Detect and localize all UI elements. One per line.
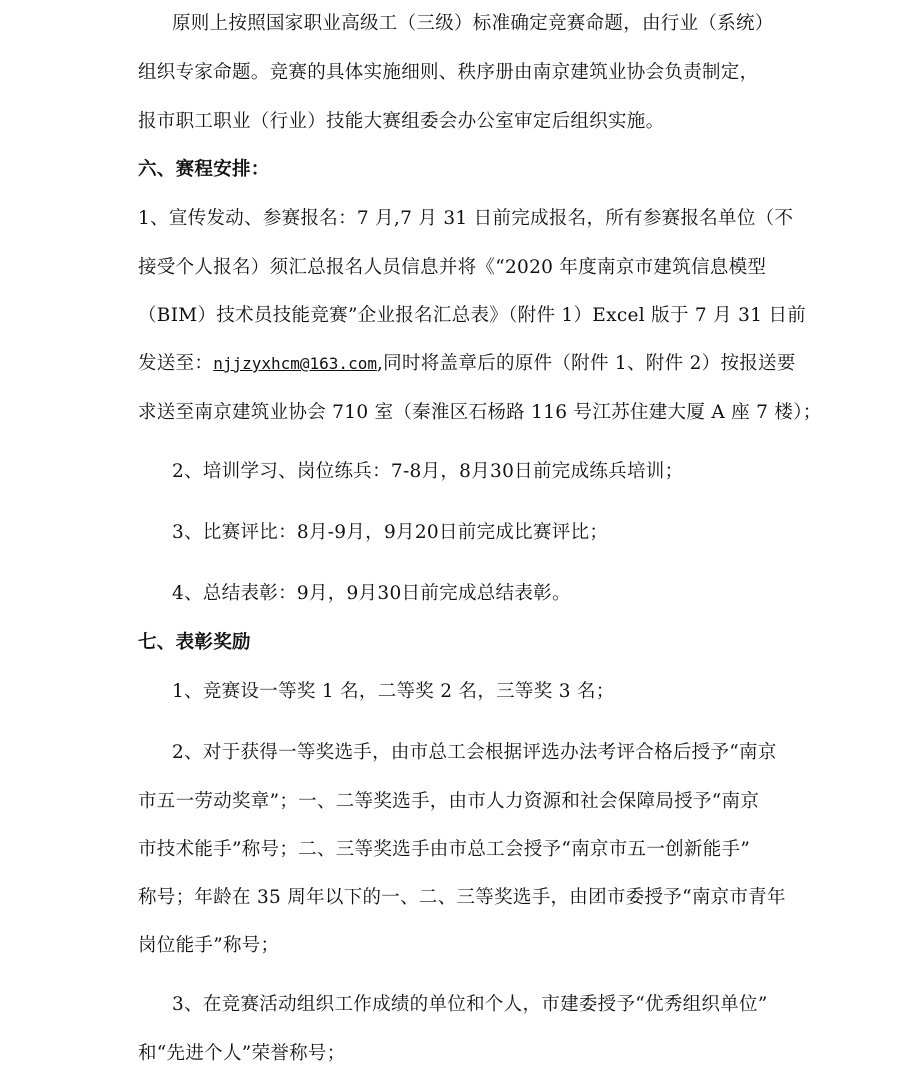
schedule-item-1-line-4: [138, 352, 796, 376]
schedule-item-2: 2、培训学习、岗位练兵：7-8月，8月30日前完成练兵培训；: [172, 461, 684, 482]
schedule-item-4: 4、总结表彰：9月，9月30日前完成总结表彰。: [172, 583, 571, 604]
award-item-1: 1、竞赛设一等奖 1 名，二等奖 2 名，三等奖 3 名；: [172, 681, 615, 702]
intro-line-3: 报市职工职业（行业）技能大赛组委会办公室审定后组织实施。: [138, 111, 665, 132]
award-item-2-line-3: 市技术能手”称号；二、三等奖选手由市总工会授予“南京市五一创新能手”: [138, 839, 751, 860]
award-item-2-line-4: 称号；年龄在 35 周年以下的一、二、三等奖选手，由团市委授予“南京市青年: [138, 887, 786, 908]
section-6-heading: 六、赛程安排：: [138, 159, 270, 180]
schedule-item-1-line-3: （BIM）技术员技能竞赛”企业报名汇总表》（附件 1）Excel 版于 7 月 31 日前: [138, 305, 807, 326]
schedule-item-1-line-1: 1、宣传发动、参赛报名：7 月,7 月 31 日前完成报名，所有参赛报名单位（不: [138, 208, 794, 229]
schedule-item-1-line-2: 接受个人报名）须汇总报名人员信息并将《“2020 年度南京市建筑信息模型: [138, 257, 767, 278]
schedule-item-3: 3、比赛评比：8月-9月，9月20日前完成比赛评比；: [172, 522, 609, 543]
award-item-3-line-2: 和“先进个人”荣誉称号；: [138, 1043, 346, 1064]
line-4-suffix: ,同时将盖章后的原件（附件 1、附件 2）按报送要: [376, 353, 796, 374]
award-item-3-line-1: 3、在竞赛活动组织工作成绩的单位和个人，市建委授予“优秀组织单位”: [172, 994, 768, 1015]
award-item-2-line-1: 2、对于获得一等奖选手，由市总工会根据评选办法考评合格后授予“南京: [172, 742, 777, 763]
line-4-prefix: 发送至：: [138, 353, 214, 374]
email-link[interactable]: njjzyxhcm@163.com: [213, 354, 377, 373]
award-item-2-line-5: 岗位能手”称号；: [138, 935, 280, 956]
schedule-item-1-line-5: 求送至南京建筑业协会 710 室（秦淮区石杨路 116 号江苏住建大厦 A 座 7 楼）；: [138, 402, 822, 423]
intro-line-1: 原则上按照国家职业高级工（三级）标准确定竞赛命题，由行业（系统）: [172, 13, 774, 34]
intro-line-2: 组织专家命题。竞赛的具体实施细则、秩序册由南京建筑业协会负责制定，: [138, 62, 759, 83]
section-7-heading: 七、表彰奖励: [138, 632, 251, 653]
award-item-2-line-2: 市五一劳动奖章”；一、二等奖选手，由市人力资源和社会保障局授予“南京: [138, 791, 760, 812]
